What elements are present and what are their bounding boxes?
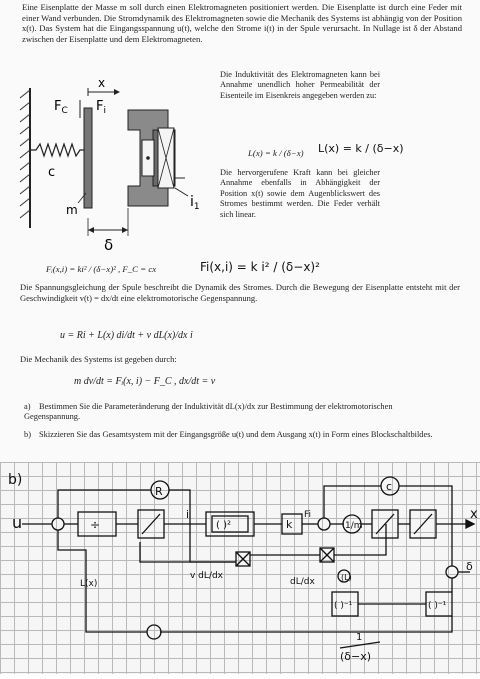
inductance-text: Die Induktivität des Elektromagneten kann bei Annahme unendlich hoher Permeabilität der Eisenteile im Eisenkreis angegeben werden zu: (220, 70, 380, 100)
svg-text:(L): (L) (341, 573, 352, 582)
force-handwritten: Fi(x,i) = k i² / (δ−x)² (200, 260, 320, 274)
force-i-label: $F_i$ (96, 99, 106, 116)
svg-text:1/m: 1/m (345, 521, 363, 531)
mass-label: m (66, 203, 78, 217)
intro-text (22, 2, 462, 44)
svg-text:R: R (155, 485, 163, 498)
current-i-label: i (186, 508, 190, 521)
force-fi-label: Fi (304, 510, 312, 520)
task-b (24, 430, 444, 440)
inductance-handwritten: L(x) = k / (δ−x) (318, 142, 404, 155)
voltage-paragraph: Die Spannungsgleichung der Spule beschreibt die Dynamik des Stromes. Durch die Bewegung der Eisenplatte entsteht mit der Geschwindigkeit v(t) = dx/dt eine elektromotorische Gegenspannung. (20, 282, 460, 303)
voltage-equation: u = Ri + L(x) di/dt + v dL(x)/dx i (60, 330, 193, 341)
grid-paper (0, 462, 480, 674)
dL-label: dL/dx (290, 577, 315, 587)
svg-text:÷: ÷ (90, 518, 101, 532)
delta-minus-x-label: (δ−x) (340, 650, 372, 663)
svg-text:( )⁻¹: ( )⁻¹ (428, 601, 447, 611)
current-label: $i_1$ (190, 194, 200, 212)
block-diagram (0, 462, 480, 674)
spring (30, 144, 84, 156)
delta-input: δ (466, 560, 473, 573)
svg-text:c: c (386, 480, 393, 493)
input-u: u (12, 513, 23, 532)
Lx-label: L(x) (80, 579, 98, 589)
v-dL-label: v dL/dx (190, 571, 223, 581)
mechanics-equation: m dv/dt = Fᵢ(x, i) − F_C , dx/dt = v (74, 376, 216, 387)
task-a (24, 402, 444, 423)
sum-node-3 (446, 566, 458, 578)
electromagnet-figure (18, 78, 218, 258)
part-b-label: b) (8, 472, 23, 488)
spring-label: c (48, 165, 56, 180)
sum-node-2 (318, 518, 330, 530)
task-a-label: a) (24, 402, 31, 411)
force-equation: Fᵢ(x,i) = ki² / (δ−x)² , F_C = cx (46, 264, 157, 274)
svg-text:( )²: ( )² (216, 520, 231, 531)
force-c-label: $F_C$ (54, 99, 68, 116)
sum-node-1 (52, 518, 64, 530)
output-x: x (470, 507, 478, 522)
task-b-text: Skizzieren Sie das Gesamtsystem mit der Eingangsgröße u(t) und dem Ausgang x(t) in Form eines Blockschaltbildes. (39, 430, 433, 439)
svg-text:( )⁻¹: ( )⁻¹ (334, 601, 353, 611)
lower-node (147, 625, 161, 639)
intro-paragraph: Eine Eisenplatte der Masse m soll durch einen Elektromagneten positioniert werden. Die Eisenplatte ist durch eine Feder mit einer Wand verbunden. Die Stromdynamik des Elektromagneten sowie die Mechanik des Systems ist abhängig von der Position x(t). Das System hat die Eingangsspannung u(t), welche den Strome i(t) in der Spule verursacht. In Nullage ist δ der Abstand zwischen der Eisenplatte und dem Elektromagneten. (22, 2, 462, 44)
one-label: 1 (356, 632, 363, 643)
task-a-text: Bestimmen Sie die Parameteränderung der Induktivität dL(x)/dx zur Bestimmung der elektromotorischen Gegenspannung. (24, 402, 393, 422)
gap-label: δ (104, 236, 114, 254)
task-b-label: b) (24, 430, 31, 439)
mechanics-paragraph: Die Mechanik des Systems ist gegeben durch: (20, 354, 177, 364)
x-label: x (98, 78, 106, 90)
svg-text:k: k (286, 518, 293, 531)
iron-plate (84, 108, 92, 208)
wall-hatching (20, 90, 30, 218)
force-text: Die hervorgerufene Kraft kann bei gleicher Annahme ebenfalls in Abhängigkeit der Position x(t) sowie dem Augenblickswert des Stromes bestimmt werden. Die Feder verhält sich linear. (220, 168, 380, 219)
inductance-equation: L(x) = k / (δ−x) (248, 148, 304, 158)
